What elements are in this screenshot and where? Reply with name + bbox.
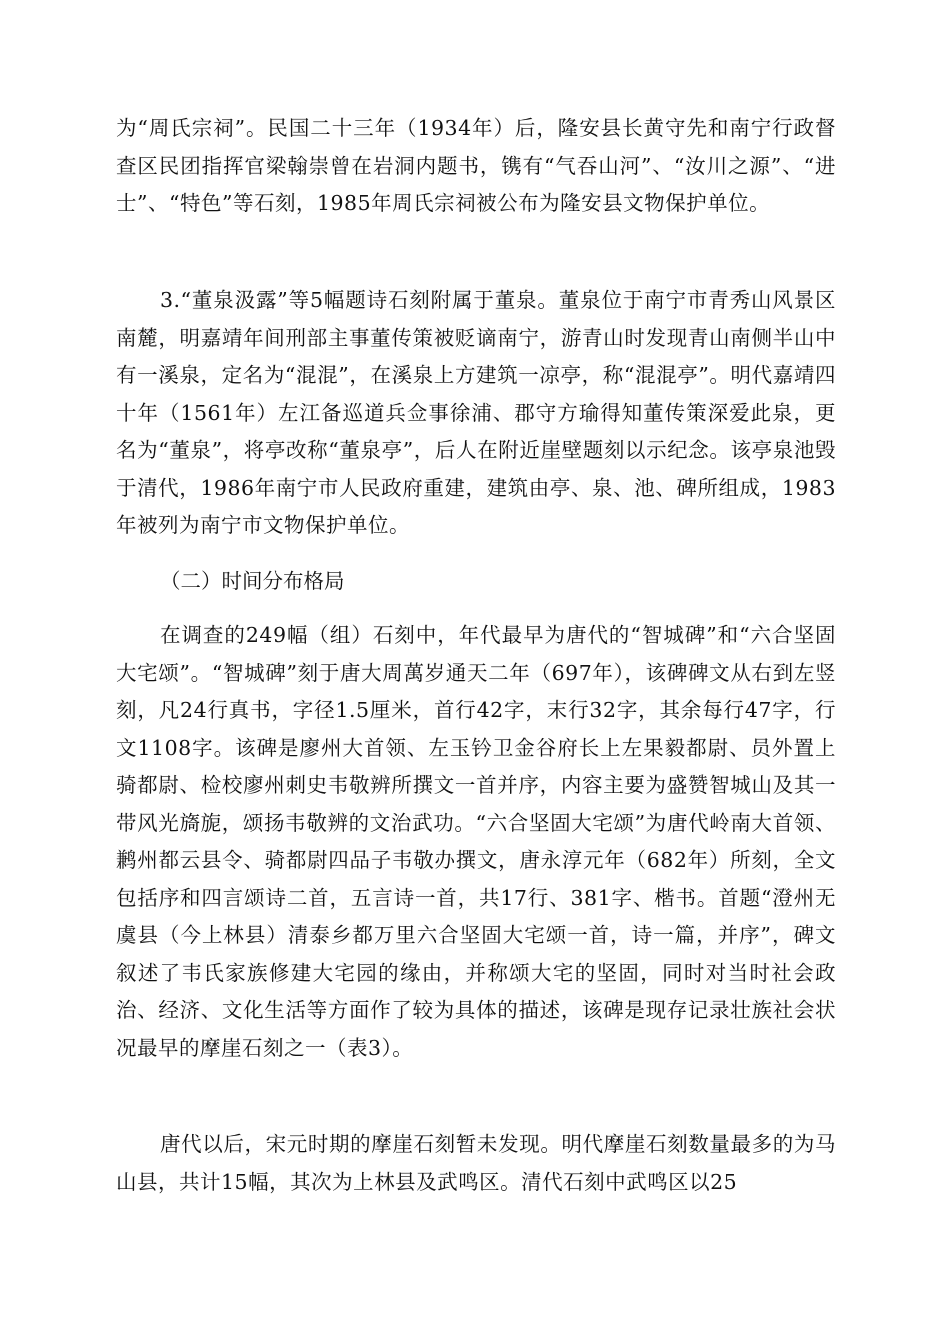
- paragraph-tang-inscriptions: 在调查的249幅（组）石刻中，年代最早为唐代的“智城碑”和“六合坚固大宅颂”。“智城碑”刻于唐大周萬岁通天二年（697年），该碑碑文从右到左竖刻，凡24行真书，字径1.5厘米，首行42字，末行32字，其余每行47字，行文1108字。该碑是廖州大首领、左玉钤卫金谷府长上左果毅都尉、员外置上骑都尉、检校廖州刺史韦敬辨所撰文一首并序，内容主要为盛赞智城山及其一带风光旖旎，颂扬韦敬辨的文治武功。“六合坚固大宅颂”为唐代岭南大首领、鹣州都云县令、骑都尉四品子韦敬办撰文，唐永淳元年（682年）所刻，全文包括序和四言颂诗二首，五言诗一首，共17行、381字、楷书。首题“澄州无虞县（今上林县）清泰乡都万里六合坚固大宅颂一首，诗一篇，并序”，碑文叙述了韦氏家族修建大宅园的缘由，并称颂大宅的坚固，同时对当时社会政治、经济、文化生活等方面作了较为具体的描述，该碑是现存记录壮族社会状况最早的摩崖石刻之一（表3）。: [116, 623, 836, 1060]
- paragraph-zhou-ancestral-hall: 为“周氏宗祠”。民国二十三年（1934年）后，隆安县长黄守先和南宁行政督查区民团指挥官梁翰崇曾在岩洞内题书，镌有“气吞山河”、“汝川之源”、“进士”、“特色”等石刻，1985年周氏宗祠被公布为隆安县文物保护单位。: [116, 116, 836, 215]
- section-heading: （二）时间分布格局: [160, 569, 345, 593]
- paragraph-dongquan-inscriptions: 3.“董泉汲露”等5幅题诗石刻附属于董泉。董泉位于南宁市青秀山风景区南麓，明嘉靖年间刑部主事董传策被贬谪南宁，游青山时发现青山南侧半山中有一溪泉，定名为“混混”，在溪泉上方建筑一凉亭，称“混混亭”。明代嘉靖四十年（1561年）左江备巡道兵佥事徐浦、郡守方瑜得知董传策深爱此泉，更名为“董泉”，将亭改称“董泉亭”，后人在附近崖壁题刻以示纪念。该亭泉池毁于清代，1986年南宁市人民政府重建，建筑由亭、泉、池、碑所组成，1983年被列为南宁市文物保护单位。: [116, 288, 836, 537]
- paragraph-ming-qing-distribution: 唐代以后，宋元时期的摩崖石刻暂未发现。明代摩崖石刻数量最多的为马山县，共计15幅，其次为上林县及武鸣区。清代石刻中武鸣区以25: [116, 1132, 836, 1194]
